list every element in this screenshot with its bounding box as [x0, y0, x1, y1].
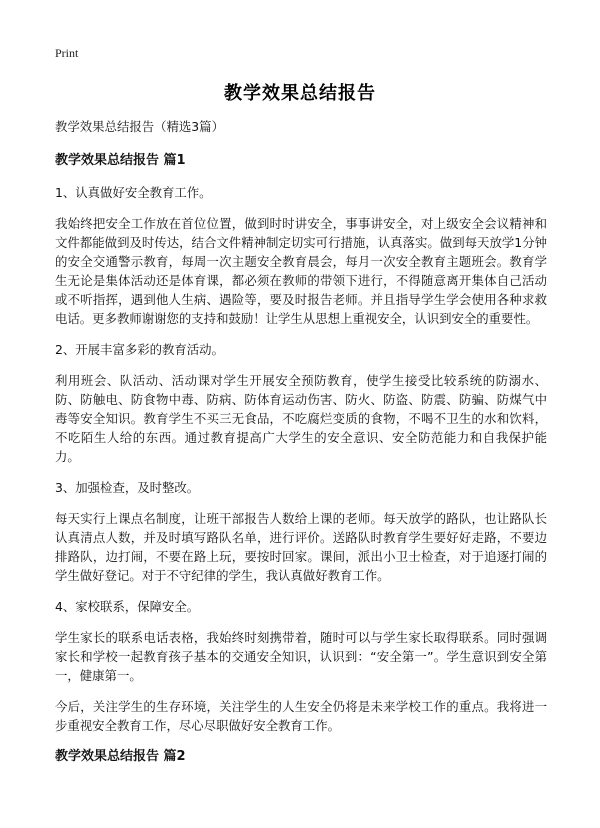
document-subtitle: 教学效果总结报告（精选3篇）: [55, 119, 224, 134]
page-title: 教学效果总结报告: [224, 83, 376, 104]
item-4-heading: 4、家校联系，保障安全。: [55, 599, 200, 614]
item-4-body: 学生家长的联系电话表格，我始终时刻携带着，随时可以与学生家长取得联系。同时强调家长和学校一起教育孩子基本的交通安全知识，认识到：“安全第一”。学生意识到安全第一，健康第一。: [55, 630, 547, 683]
item-1-body: 我始终把安全工作放在首位位置，做到时时讲安全，事事讲安全，对上级安全会议精神和文件都能做到及时传达，结合文件精神制定切实可行措施，认真落实。做到每天放学1分钟的安全交通警示教育，每周一次主题安全教育晨会，每月一次安全教育主题班会。教育学生无论是集体活动还是体育课，都必须在教师的带领下进行，不得随意离开集体自己活动或不听指挥，遇到他人生病、遇险等，要及时报告老师。并且指导学生学会使用各种求救电话。更多教师谢谢您的支持和鼓励！让学生从思想上重视安全，认识到安全的重要性。: [55, 216, 547, 326]
item-2-heading: 2、开展丰富多彩的教育活动。: [55, 342, 224, 357]
closing-paragraph: 今后，关注学生的生存环境，关注学生的人生安全仍将是未来学校工作的重点。我将进一步重视安全教育工作，尽心尽职做好安全教育工作。: [55, 699, 547, 733]
item-3-heading: 3、加强检查，及时整改。: [55, 480, 200, 495]
document-body: [55, 118, 547, 779]
print-label: Print: [55, 46, 79, 60]
item-3-body: 每天实行上课点名制度，让班干部报告人数给上课的老师。每天放学的路队，也让路队长认真清点人数，并及时填写路队名单，进行评价。送路队时教育学生要好好走路，不要边排路队，边打闹，不要在路上玩，要按时回家。课间，派出小卫士检查，对于追逐打闹的学生做好登记。对于不守纪律的学生，我认真做好教育工作。: [55, 511, 547, 583]
item-2-body: 利用班会、队活动、活动课对学生开展安全预防教育，使学生接受比较系统的防溺水、防、防触电、防食物中毒、防病、防体育运动伤害、防火、防盗、防震、防骗、防煤气中毒等安全知识。教育学生不买三无食品，不吃腐烂变质的食物，不喝不卫生的水和饮料，不吃陌生人给的东西。通过教育提高广大学生的安全意识、安全防范能力和自我保护能力。: [55, 373, 547, 464]
article-2-heading: 教学效果总结报告 篇2: [55, 749, 186, 764]
article-1-heading: 教学效果总结报告 篇1: [55, 153, 186, 168]
item-1-heading: 1、认真做好安全教育工作。: [55, 185, 212, 200]
